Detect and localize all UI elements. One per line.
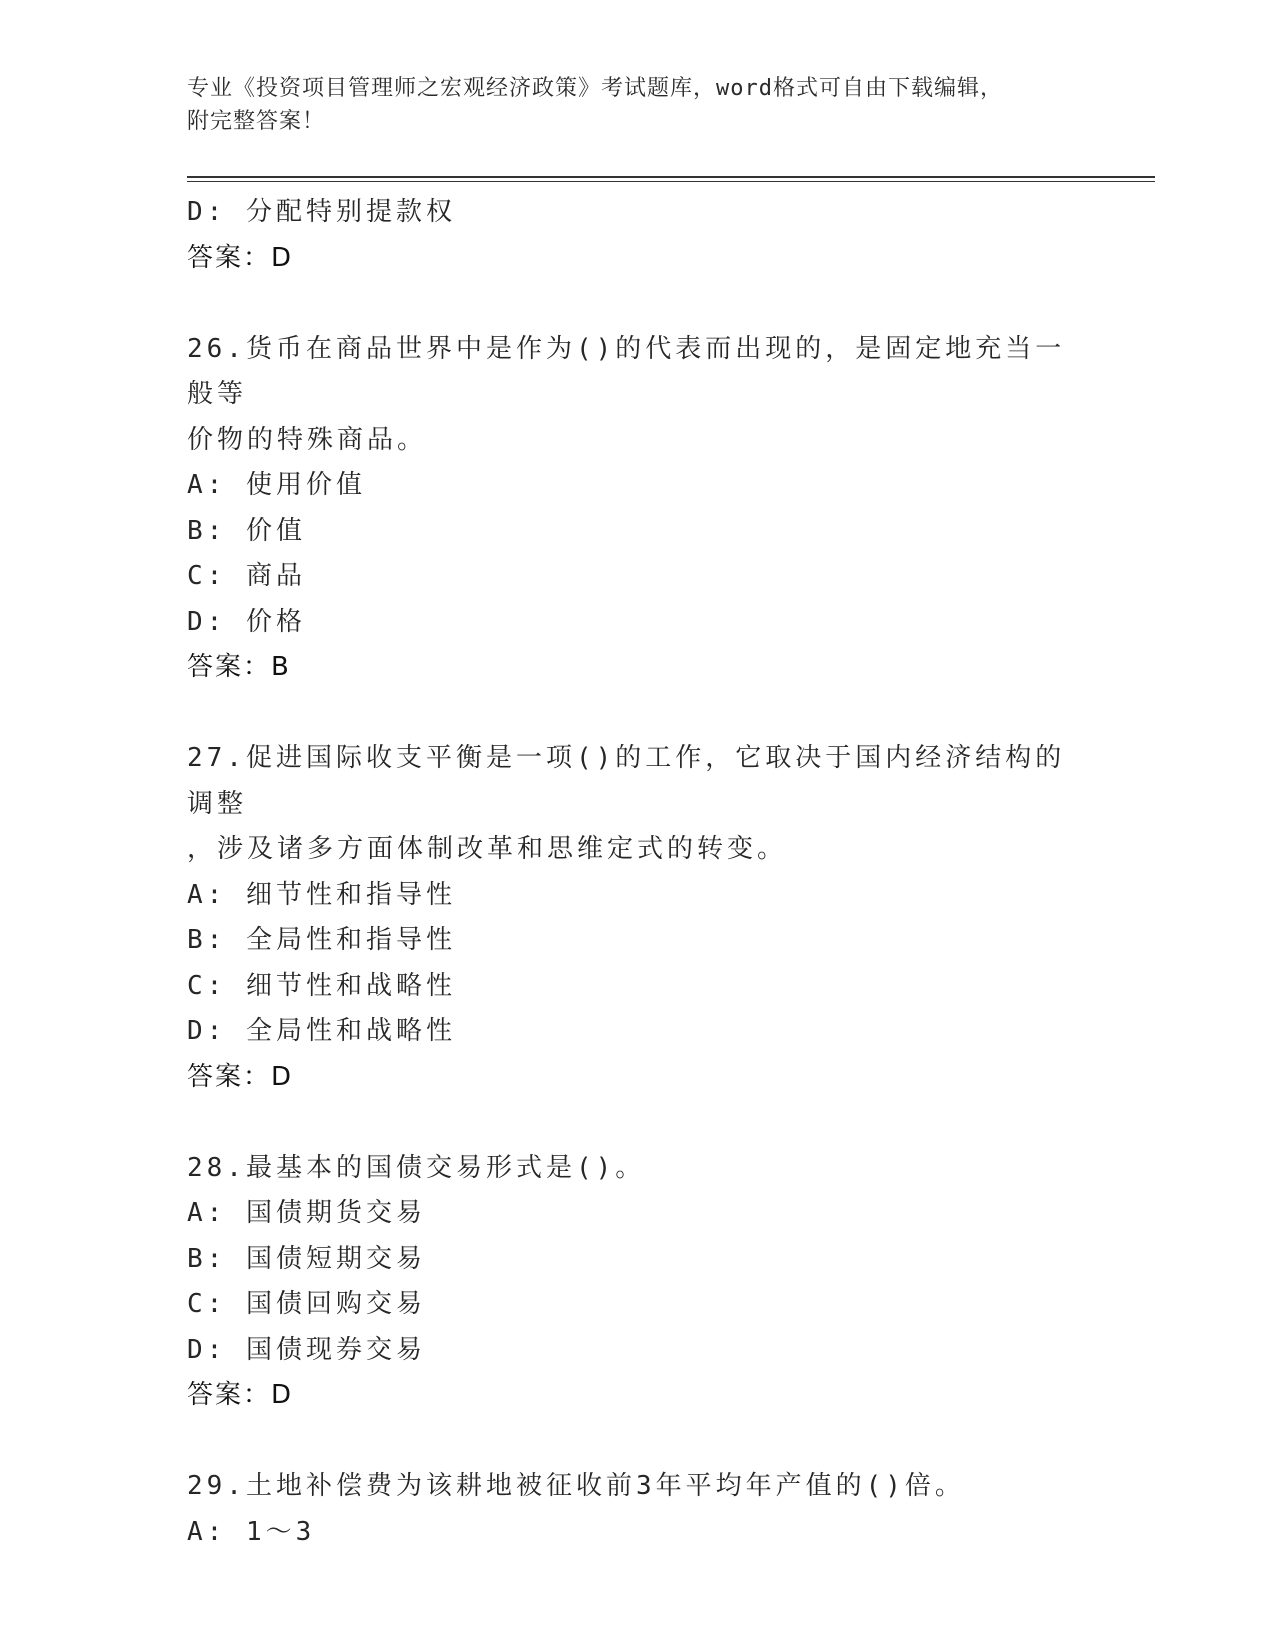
header-line-1: 专业《投资项目管理师之宏观经济政策》考试题库，word格式可自由下载编辑， — [187, 76, 1003, 101]
question-26 — [187, 327, 1087, 691]
option-c: C: 细节性和战略性 — [187, 970, 456, 1001]
option-a: A: 国债期货交易 — [187, 1198, 426, 1228]
question-29 — [187, 1464, 1087, 1555]
spacer — [187, 1100, 1087, 1146]
spacer — [187, 281, 1087, 327]
header-line-2: 附完整答案！ — [187, 109, 326, 134]
option-d: D: 价格 — [187, 606, 306, 637]
answer-line: 答案：D — [187, 1061, 294, 1092]
question-stem: 26.货币在商品世界中是作为()的代表而出现的，是固定地充当一般等 — [187, 333, 1066, 409]
header-divider-thin — [187, 181, 1155, 182]
option-d: D: 国债现券交易 — [187, 1334, 426, 1365]
option-a: A: 使用价值 — [187, 470, 366, 500]
option-b: B: 价值 — [187, 515, 306, 546]
option-b: B: 全局性和指导性 — [187, 925, 456, 955]
option-c: C: 商品 — [187, 561, 306, 591]
question-stem: 28.最基本的国债交易形式是()。 — [187, 1152, 646, 1183]
answer-line: 答案：D — [187, 242, 294, 273]
option-c: C: 国债回购交易 — [187, 1289, 426, 1319]
option-d: D: 全局性和战略性 — [187, 1016, 456, 1046]
option-b: B: 国债短期交易 — [187, 1243, 426, 1274]
document-header — [187, 72, 1067, 138]
question-stem: 27.促进国际收支平衡是一项()的工作，它取决于国内经济结构的调整 — [187, 743, 1066, 819]
option-a: A: 1～3 — [187, 1516, 316, 1547]
question-27 — [187, 736, 1087, 1100]
option-a: A: 细节性和指导性 — [187, 879, 456, 910]
option-d: D: 分配特别提款权 — [187, 197, 456, 227]
spacer — [187, 1419, 1087, 1465]
continued-question — [187, 190, 1087, 281]
spacer — [187, 691, 1087, 737]
question-stem: ，涉及诸多方面体制改革和思维定式的转变。 — [187, 834, 788, 864]
question-list — [187, 190, 1087, 1555]
question-stem: 29.土地补偿费为该耕地被征收前3年平均年产值的()倍。 — [187, 1471, 965, 1501]
header-divider-thick — [187, 176, 1155, 178]
question-28 — [187, 1146, 1087, 1419]
answer-line: 答案：B — [187, 652, 291, 682]
question-stem: 价物的特殊商品。 — [187, 424, 428, 455]
answer-line: 答案：D — [187, 1380, 294, 1410]
